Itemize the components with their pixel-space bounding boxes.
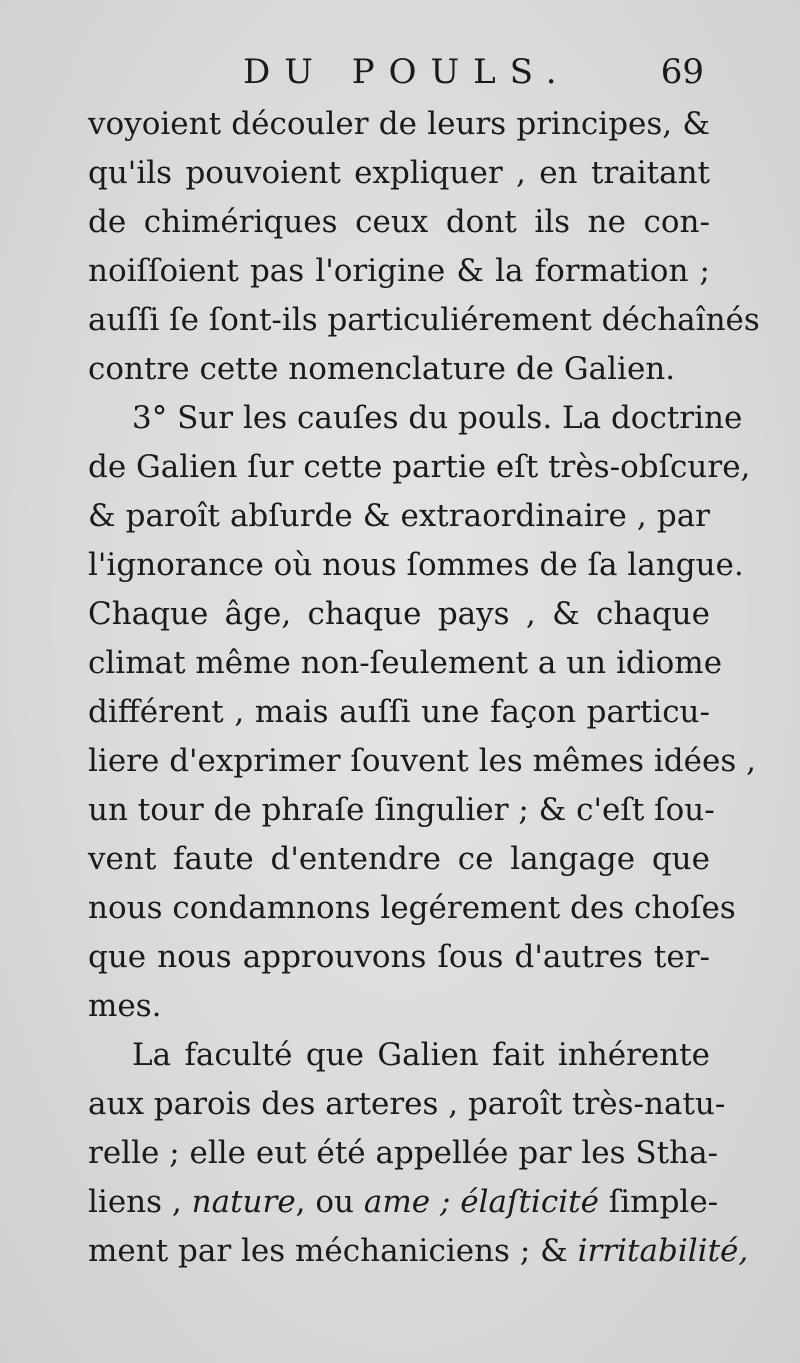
text-line: aux parois des arteres , paroît très-natu- xyxy=(88,1086,726,1122)
text-line: Chaque âge, chaque pays , & chaque xyxy=(88,596,710,632)
italic-segment: nature xyxy=(191,1184,296,1220)
paragraph-first-line: 3° Sur les cauſes du pouls. La doctrine xyxy=(132,400,743,436)
text-line: différent , mais auſſi une façon particu- xyxy=(88,694,710,730)
text-segment: ment par les méchaniciens ; & xyxy=(88,1233,568,1269)
italic-segment: irritabilité, xyxy=(577,1233,749,1269)
paragraph-first-line: La faculté que Galien fait inhérente xyxy=(132,1037,710,1073)
text-line: voyoient découler de leurs principes, & xyxy=(88,106,710,142)
text-line: de Galien ſur cette partie eſt très-obſcure, xyxy=(88,449,751,485)
text-line: mes. xyxy=(88,988,162,1024)
text-line: auſſi ſe ſont-ils particuliérement déchaînés xyxy=(88,302,760,338)
text-line: relle ; elle eut été appellée par les Stha- xyxy=(88,1135,719,1171)
running-title: DU POULS. xyxy=(243,52,571,92)
body-text xyxy=(88,100,760,1276)
text-segment: ſimple- xyxy=(608,1184,719,1220)
text-segment: , ou xyxy=(295,1184,355,1220)
text-line: climat même non-ſeulement a un idiome xyxy=(88,645,723,681)
text-segment: liens , xyxy=(88,1184,182,1220)
text-line: noiſſoient pas l'origine & la formation ; xyxy=(88,253,710,289)
text-line: l'ignorance où nous ſommes de ſa langue. xyxy=(88,547,744,583)
text-line: vent faute d'entendre ce langage que xyxy=(88,841,710,877)
italic-segment: ame ; élaſticité xyxy=(363,1184,599,1220)
page-header xyxy=(0,52,800,102)
text-line: liere d'exprimer ſouvent les mêmes idées , xyxy=(88,743,756,779)
text-line: qu'ils pouvoient expliquer , en traitant xyxy=(88,155,710,191)
text-line: un tour de phraſe ſingulier ; & c'eſt ſou- xyxy=(88,792,715,828)
text-line: & paroît abſurde & extraordinaire , par xyxy=(88,498,710,534)
text-line: que nous approuvons ſous d'autres ter- xyxy=(88,939,710,975)
text-line-mixed xyxy=(88,1227,749,1276)
text-line: de chimériques ceux dont ils ne con- xyxy=(88,204,710,240)
text-line: contre cette nomenclature de Galien. xyxy=(88,351,676,387)
text-line: nous condamnons legérement des choſes xyxy=(88,890,736,926)
text-line-mixed xyxy=(88,1178,719,1227)
page-number: 69 xyxy=(660,52,704,92)
